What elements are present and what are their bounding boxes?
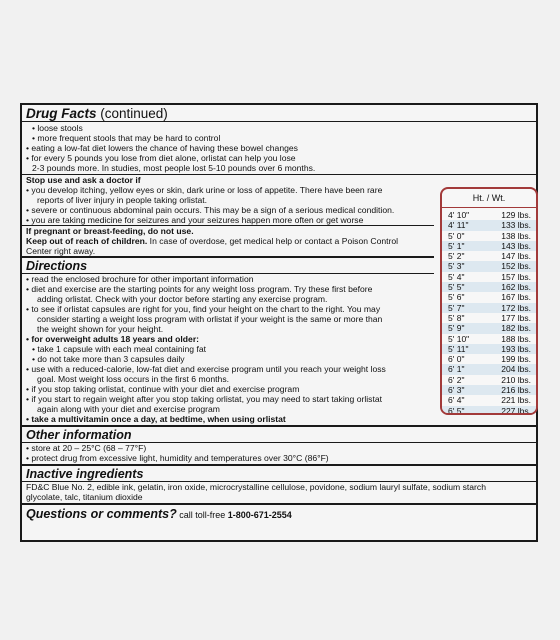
weight-cell: 216 lbs. <box>501 385 531 396</box>
height-cell: 5' 10" <box>448 333 470 344</box>
height-cell: 4' 10" <box>448 210 470 220</box>
height-weight-row <box>442 241 536 251</box>
direction-line: consider starting a weight loss program with orlistat if your weight is the same or more than <box>37 314 383 324</box>
height-weight-row <box>442 375 536 385</box>
side-effect-line: • loose stools <box>32 123 83 133</box>
directions-heading: Directions <box>26 259 88 273</box>
keep-out-rest: In case of overdose, get medical help or contact a Poison Control <box>147 236 399 246</box>
height-weight-header: Ht. / Wt. <box>472 193 506 203</box>
height-weight-row <box>442 344 536 354</box>
weight-cell: 138 lbs. <box>501 230 531 241</box>
drug-facts-title <box>22 105 536 121</box>
direction-line: • take a multivitamin once a day, at bedtime, when using orlistat <box>26 414 286 424</box>
weight-cell: 143 lbs. <box>501 240 531 251</box>
direction-line: • for overweight adults 18 years and older: <box>26 334 200 344</box>
weight-cell: 152 lbs. <box>501 261 531 272</box>
other-info-heading: Other information <box>26 428 132 442</box>
height-cell: 6' 4" <box>448 395 465 406</box>
direction-line: • to see if orlistat capsules are right for you, find your height on the chart to the right. You may <box>26 304 381 314</box>
height-cell: 6' 3" <box>448 385 465 396</box>
height-weight-row <box>442 313 536 323</box>
weight-cell: 172 lbs. <box>501 302 531 313</box>
questions-text: call toll-free <box>176 510 228 520</box>
direction-line: • take 1 capsule with each meal containing fat <box>32 344 207 354</box>
height-weight-header-line <box>442 207 536 208</box>
side-effect-line: • more frequent stools that may be hard to control <box>32 133 221 143</box>
height-cell: 5' 11" <box>448 343 469 354</box>
height-weight-row <box>442 364 536 374</box>
weight-cell: 204 lbs. <box>501 364 531 375</box>
weight-cell: 221 lbs. <box>501 395 531 406</box>
weight-cell: 210 lbs. <box>501 374 531 385</box>
height-cell: 6' 1" <box>448 364 465 375</box>
height-weight-row <box>442 334 536 344</box>
height-weight-row <box>442 323 536 333</box>
height-cell: 6' 2" <box>448 374 465 385</box>
height-cell: 5' 2" <box>448 251 465 262</box>
height-weight-row <box>442 251 536 261</box>
height-cell: 5' 6" <box>448 292 465 303</box>
height-weight-row <box>442 282 536 292</box>
stop-use-line: • severe or continuous abdominal pain occurs. This may be a sign of a serious medical condition. <box>26 205 395 215</box>
questions-line <box>22 505 536 522</box>
height-cell: 5' 7" <box>448 302 465 313</box>
height-cell: 6' 0" <box>448 354 465 365</box>
weight-cell: 199 lbs. <box>501 354 531 365</box>
height-weight-row <box>442 354 536 364</box>
stop-use-line: • you are taking medicine for seizures and your seizures happen more often or get worse <box>26 215 364 225</box>
other-info-line: • protect drug from excessive light, humidity and temperatures over 30°C (86°F) <box>26 453 329 463</box>
other-info-line: • store at 20 – 25°C (68 – 77°F) <box>26 443 147 453</box>
direction-line: the weight shown for your height. <box>37 324 164 334</box>
weight-cell: 133 lbs. <box>501 220 531 231</box>
direction-line: • if you start to regain weight after you stop taking orlistat, you may need to start taking orlistat <box>26 394 383 404</box>
drug-facts-panel <box>20 103 538 542</box>
height-cell: 5' 8" <box>448 312 465 323</box>
other-info-lines <box>22 443 536 463</box>
weight-cell: 129 lbs. <box>501 210 531 220</box>
keep-out-line-2: Center right away. <box>26 246 96 256</box>
side-effect-line: • for every 5 pounds you lose from diet alone, orlistat can help you lose <box>26 153 296 163</box>
direction-line: • do not take more than 3 capsules daily <box>32 354 185 364</box>
inactive-lines <box>22 482 536 502</box>
weight-cell: 162 lbs. <box>501 282 531 293</box>
weight-cell: 182 lbs. <box>501 323 531 334</box>
pregnant-warning: If pregnant or breast-feeding, do not use. <box>26 226 194 236</box>
height-weight-row <box>442 220 536 230</box>
direction-line: again along with your diet and exercise program <box>37 404 220 414</box>
weight-cell: 167 lbs. <box>501 292 531 303</box>
height-weight-row <box>442 231 536 241</box>
height-cell: 5' 3" <box>448 261 465 272</box>
drug-facts-title-continued: (continued) <box>96 106 168 121</box>
inactive-line: FD&C Blue No. 2, edible ink, gelatin, iron oxide, microcrystalline cellulose, povidone, sodium lauryl sulfate, sodium starch <box>26 482 486 492</box>
height-cell: 6' 5" <box>448 405 465 415</box>
stop-use-line: reports of liver injury in people taking orlistat. <box>37 195 208 205</box>
height-weight-row <box>442 395 536 405</box>
drug-facts-title-main: Drug Facts <box>26 106 97 121</box>
direction-line: adding orlistat. Check with your doctor before starting any exercise program. <box>37 294 328 304</box>
side-effect-line: • eating a low-fat diet lowers the chance of having these bowel changes <box>26 143 298 153</box>
inactive-line: glycolate, talc, titanium dioxide <box>26 492 143 502</box>
direction-line: goal. Most weight loss occurs in the first 6 months. <box>37 374 230 384</box>
weight-cell: 157 lbs. <box>501 271 531 282</box>
direction-line: • if you stop taking orlistat, continue with your diet and exercise program <box>26 384 300 394</box>
height-weight-chart <box>440 187 538 415</box>
top-lines <box>22 122 536 173</box>
weight-cell: 147 lbs. <box>501 251 531 262</box>
stop-use-line: • you develop itching, yellow eyes or skin, dark urine or loss of appetite. There have been rare <box>26 185 383 195</box>
height-weight-row <box>442 272 536 282</box>
height-weight-row <box>442 210 536 220</box>
height-cell: 4' 11" <box>448 220 469 231</box>
height-cell: 5' 4" <box>448 271 465 282</box>
direction-line: • use with a reduced-calorie, low-fat diet and exercise program until you reach your weight loss <box>26 364 386 374</box>
height-weight-row <box>442 292 536 302</box>
direction-line: • read the enclosed brochure for other important information <box>26 274 254 284</box>
height-cell: 5' 5" <box>448 282 465 293</box>
weight-cell: 193 lbs. <box>501 343 531 354</box>
height-weight-row <box>442 303 536 313</box>
stop-use-heading: Stop use and ask a doctor if <box>26 175 141 185</box>
weight-cell: 227 lbs. <box>501 405 531 415</box>
height-cell: 5' 0" <box>448 230 465 241</box>
inactive-heading: Inactive ingredients <box>26 467 144 481</box>
weight-cell: 177 lbs. <box>501 312 531 323</box>
height-cell: 5' 9" <box>448 323 465 334</box>
height-cell: 5' 1" <box>448 240 465 251</box>
height-weight-row <box>442 385 536 395</box>
height-weight-row <box>442 261 536 271</box>
weight-cell: 188 lbs. <box>501 333 531 344</box>
questions-heading: Questions or comments? <box>26 507 177 521</box>
phone-number: 1-800-671-2554 <box>227 510 292 520</box>
side-effect-line: 2-3 pounds more. In studies, most people lost 5-10 pounds over 6 months. <box>32 163 316 173</box>
height-weight-row <box>442 406 536 415</box>
keep-out-bold: Keep out of reach of children. <box>26 236 148 246</box>
height-weight-rows <box>442 210 536 415</box>
direction-line: • diet and exercise are the starting points for any weight loss program. Try these first before <box>26 284 373 294</box>
